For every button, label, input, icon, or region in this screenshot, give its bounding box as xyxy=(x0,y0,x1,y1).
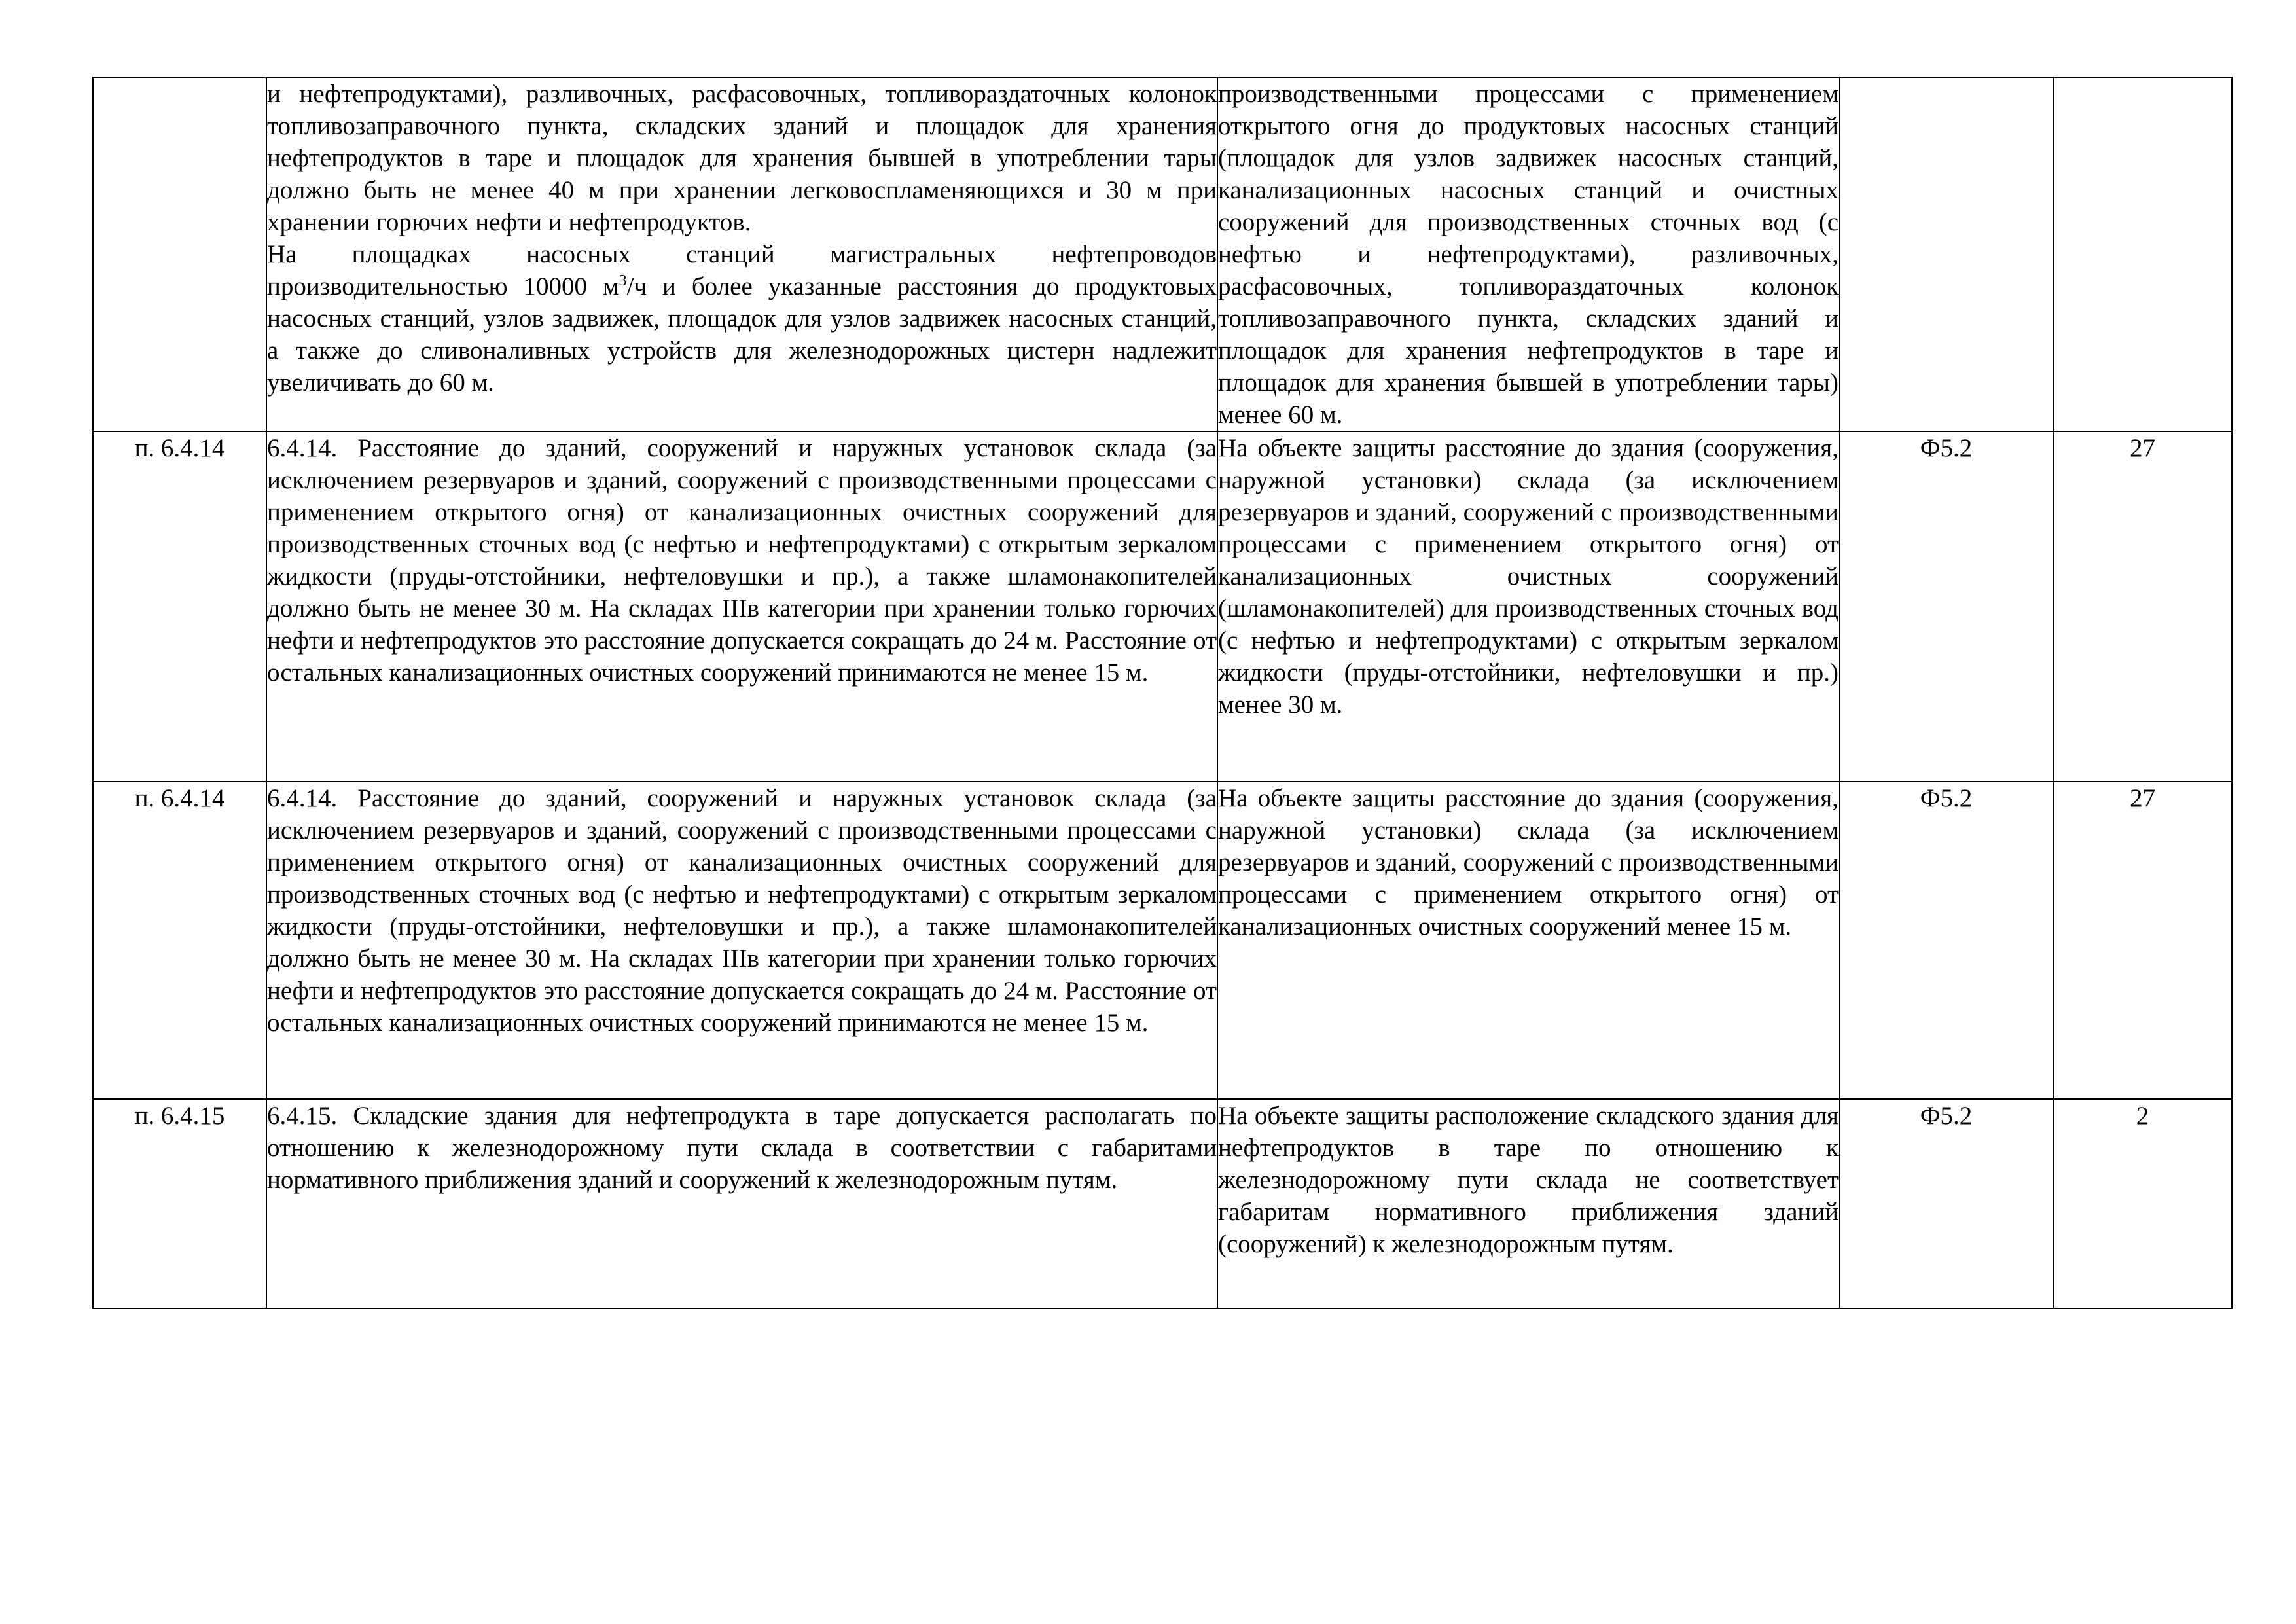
requirement-text: На площадках насосных станций магистральных нефтепроводов производительностью 10000 м xyxy=(267,240,1217,300)
violation-text-cell: На объекте защиты расстояние до здания (сооружения, наружной установки) склада (за исключением резервуаров и зданий, сооружений с производственными процессами с применением открытого огня) от канализационных очистных сооружений менее 15 м. xyxy=(1217,782,1839,1099)
violation-text-cell: На объекте защиты расстояние до здания (сооружения, наружной установки) склада (за исключением резервуаров и зданий, сооружений с производственными процессами с применением открытого огня) от канализационных очистных сооружений (шламонакопителей) для производственных сточных вод (с нефтью и нефтепродуктами) с открытым зеркалом жидкости (пруды-отстойники, нефтеловушки и пр.) менее 30 м. xyxy=(1217,431,1839,782)
table-row xyxy=(93,1099,2232,1308)
requirement-text: /ч и более указанные расстояния до продуктовых насосных станций, узлов задвижек, площадок для узлов задвижек насосных станций, а также до сливоналивных устройств для железнодорожных цистерн надлежит увеличивать до 60 м. xyxy=(267,272,1217,397)
requirement-text-cell: 6.4.14. Расстояние до зданий, сооружений и наружных установок склада (за исключением резервуаров и зданий, сооружений с производственными процессами с применением открытого огня) от канализационных очистных сооружений для производственных сточных вод (с нефтью и нефтепродуктами) с открытым зеркалом жидкости (пруды-отстойники, нефтеловушки и пр.), а также шламонакопителей должно быть не менее 30 м. На складах IIIв категории при хранении только горючих нефти и нефтепродуктов это расстояние допускается сокращать до 24 м. Расстояние от остальных канализационных очистных сооружений принимаются не менее 15 м. xyxy=(266,782,1217,1099)
number-cell: 27 xyxy=(2053,431,2232,782)
requirement-text-cell: 6.4.15. Складские здания для нефтепродукта в таре допускается располагать по отношению к железнодорожному пути склада в соответствии с габаритами нормативного приближения зданий и сооружений к железнодорожным путям. xyxy=(266,1099,1217,1308)
clause-reference-cell: п. 6.4.14 xyxy=(93,431,266,782)
requirements-table xyxy=(92,77,2233,1309)
table-row xyxy=(93,431,2232,782)
table-row xyxy=(93,782,2232,1099)
clause-reference-cell: п. 6.4.15 xyxy=(93,1099,266,1308)
code-cell xyxy=(1839,77,2053,431)
requirement-paragraph xyxy=(267,238,1217,399)
requirement-paragraph: и нефтепродуктами), разливочных, расфасовочных, топливораздаточных колонок топливозаправочного пункта, складских зданий и площадок для хранения нефтепродуктов в таре и площадок для хранения бывшей в употреблении тары должно быть не менее 40 м при хранении легковоспламеняющихся и 30 м при хранении горючих нефти и нефтепродуктов. xyxy=(267,80,1217,236)
number-cell: 2 xyxy=(2053,1099,2232,1308)
number-cell xyxy=(2053,77,2232,431)
number-cell: 27 xyxy=(2053,782,2232,1099)
clause-reference-cell xyxy=(93,77,266,431)
code-cell: Ф5.2 xyxy=(1839,431,2053,782)
violation-text-cell: На объекте защиты расположение складского здания для нефтепродуктов в таре по отношению к железнодорожному пути склада не соответствует габаритам нормативного приближения зданий (сооружений) к железнодорожным путям. xyxy=(1217,1099,1839,1308)
code-cell: Ф5.2 xyxy=(1839,1099,2053,1308)
table-row xyxy=(93,77,2232,431)
clause-reference-cell: п. 6.4.14 xyxy=(93,782,266,1099)
requirement-text-cell xyxy=(266,77,1217,431)
requirement-text-cell: 6.4.14. Расстояние до зданий, сооружений и наружных установок склада (за исключением резервуаров и зданий, сооружений с производственными процессами с применением открытого огня) от канализационных очистных сооружений для производственных сточных вод (с нефтью и нефтепродуктами) с открытым зеркалом жидкости (пруды-отстойники, нефтеловушки и пр.), а также шламонакопителей должно быть не менее 30 м. На складах IIIв категории при хранении только горючих нефти и нефтепродуктов это расстояние допускается сокращать до 24 м. Расстояние от остальных канализационных очистных сооружений принимаются не менее 15 м. xyxy=(266,431,1217,782)
violation-text-cell: производственными процессами с применением открытого огня до продуктовых насосных станций (площадок для узлов задвижек насосных станций, канализационных насосных станций и очистных сооружений для производственных сточных вод (с нефтью и нефтепродуктами), разливочных, расфасовочных, топливораздаточных колонок топливозаправочного пункта, складских зданий и площадок для хранения нефтепродуктов в таре и площадок для хранения бывшей в употреблении тары) менее 60 м. xyxy=(1217,77,1839,431)
superscript: 3 xyxy=(619,272,627,289)
code-cell: Ф5.2 xyxy=(1839,782,2053,1099)
